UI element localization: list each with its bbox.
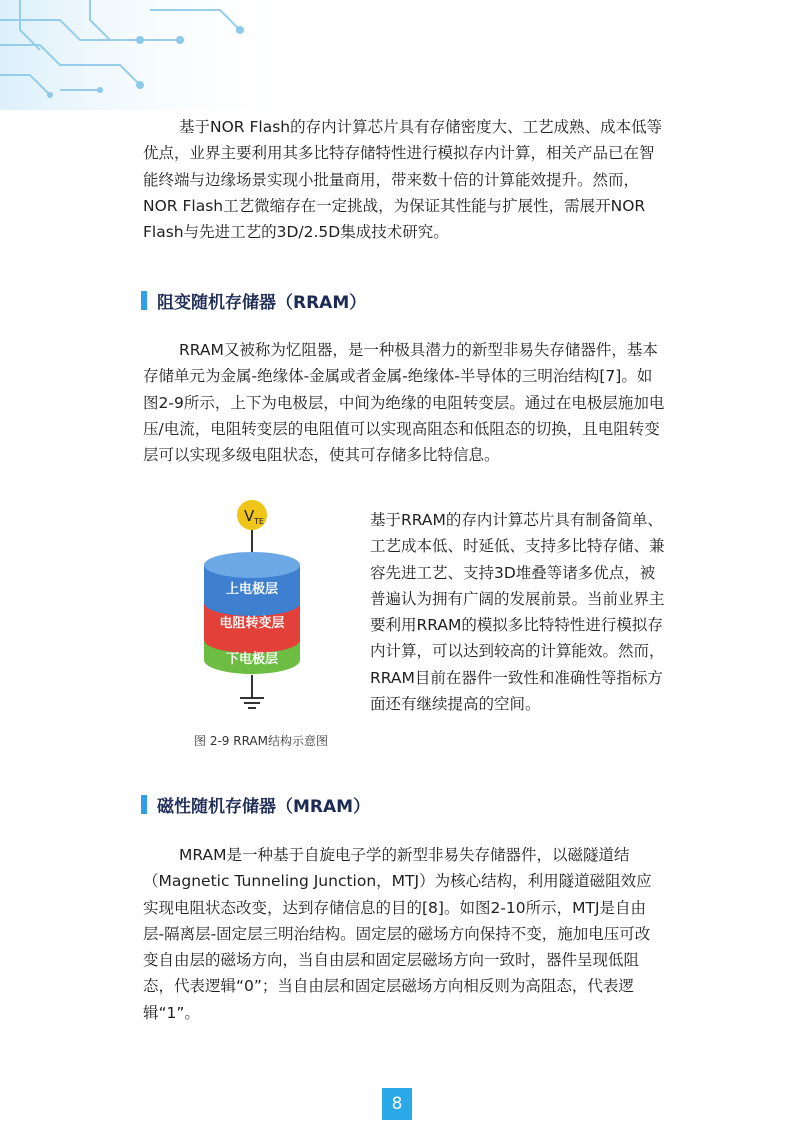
vte-subscript: TE [254, 517, 264, 526]
layer-top-label: 上电极层 [225, 582, 279, 597]
mram-heading-text: 磁性随机存储器（MRAM） [157, 796, 371, 817]
rram-heading [141, 287, 366, 313]
rram-intro-paragraph: RRAM又被称为忆阻器，是一种极具潜力的新型非易失存储器件，基本存储单元为金属-绝缘体-金属或者金属-绝缘体-半导体的三明治结构[7]。如图2-9所示，上下为电极层，中间为绝缘的电阻转变层。通过在电极层施加电压/电流，电阻转变层的电阻值可以实现高阻态和低阻态的切换，且电阻转变层可以实现多级电阻状态，使其可存储多比特信息。 [143, 341, 665, 465]
heading-accent-bar [141, 291, 147, 310]
rram-structure-diagram [170, 495, 360, 725]
rram-chip-paragraph: 基于RRAM的存内计算芯片具有制备简单、工艺成本低、时延低、支持多比特存储、兼容先进工艺、支持3D堆叠等诸多优点，被普遍认为拥有广阔的发展前景。当前业界主要利用RRAM的模拟多比特特性进行模拟存内计算，可以达到较高的计算能效。然而，RRAM目前在器件一致性和准确性等指标方面还有继续提高的空间。 [370, 511, 665, 714]
rram-heading-text: 阻变随机存储器（RRAM） [157, 292, 367, 313]
page-number: 8 [382, 1088, 412, 1120]
vte-label: V [244, 507, 255, 525]
heading-accent-bar [141, 795, 147, 814]
mram-heading [141, 791, 370, 817]
nor-flash-paragraph: 基于NOR Flash的存内计算芯片具有存储密度大、工艺成熟、成本低等优点，业界主要利用其多比特存储特性进行模拟存内计算，相关产品已在智能终端与边缘场景实现小批量商用，带来数十倍的计算能效提升。然而，NOR Flash工艺微缩存在一定挑战，为保证其性能与扩展性，需展开NOR Flash与先进工艺的3D/2.5D集成技术研究。 [143, 118, 663, 242]
corner-circuit-decoration [0, 0, 300, 110]
figure-caption: 图 2-9 RRAM结构示意图 [194, 734, 328, 748]
layer-bottom-label: 下电极层 [225, 652, 279, 667]
ground-icon [240, 698, 264, 708]
mram-intro-paragraph: MRAM是一种基于自旋电子学的新型非易失存储器件，以磁隧道结（Magnetic Tunneling Junction，MTJ）为核心结构，利用隧道磁阻效应实现电阻状态改变，达到存储信息的目的[8]。如图2-10所示，MTJ是自由层-隔离层-固定层三明治结构。固定层的磁场方向保持不变，施加电压可改变自由层的磁场方向，当自由层和固定层磁场方向一致时，器件呈现低阻态，代表逻辑“0”；当自由层和固定层磁场方向相反则为高阻态，代表逻辑“1”。 [143, 846, 652, 1022]
layer-mid-label: 电阻转变层 [219, 616, 285, 631]
